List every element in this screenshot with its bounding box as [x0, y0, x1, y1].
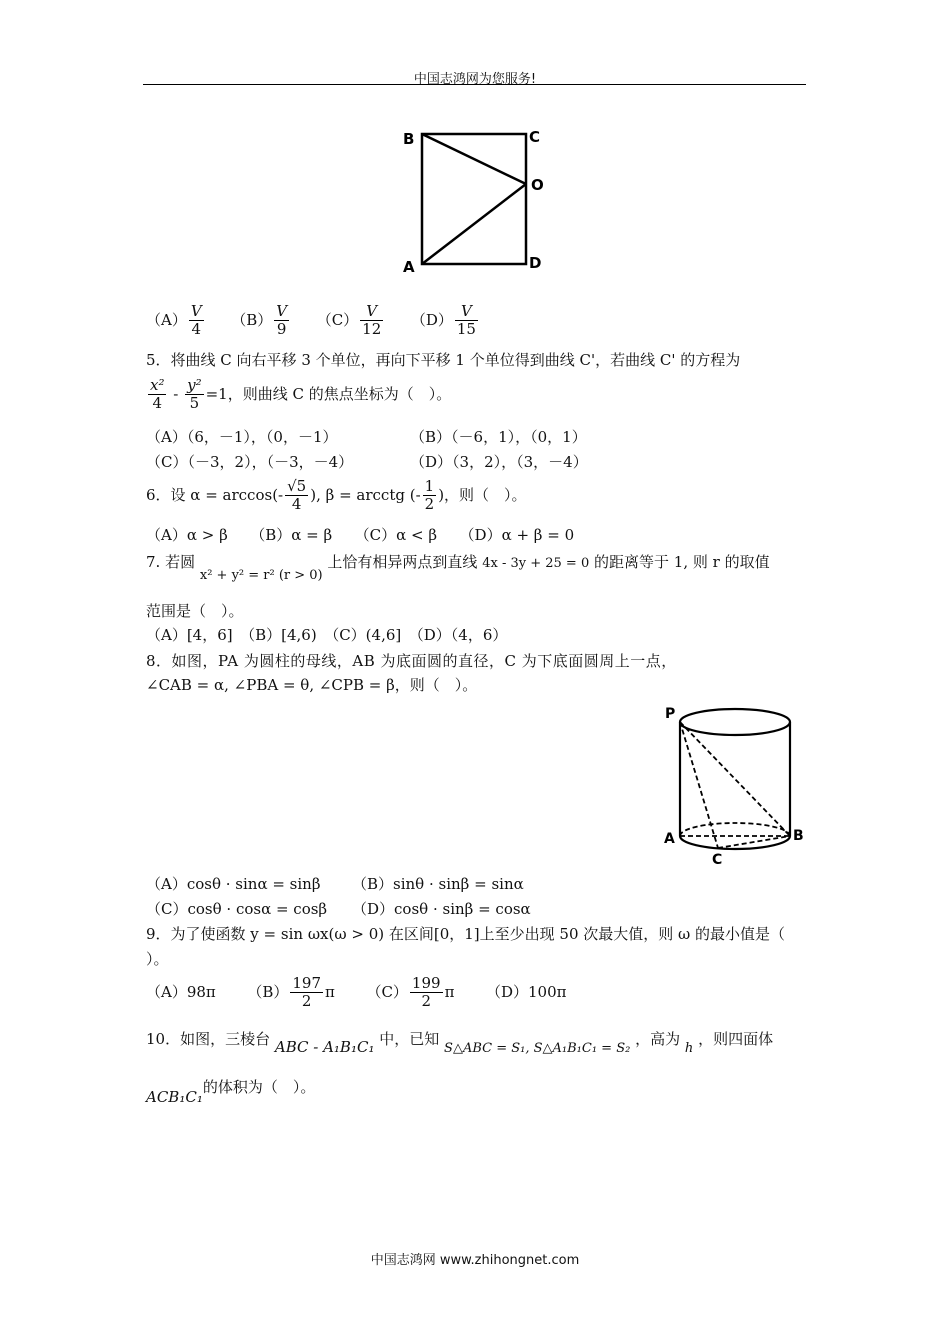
q5-option-b: （B）（－6，1），（0，1）	[410, 428, 587, 446]
q9-option-c: （C） $\frac{199}{2}$ π	[366, 974, 455, 1011]
label-c: C	[712, 852, 723, 868]
q4-option-a: （A） $\frac{V}{4}$	[146, 302, 202, 339]
page-footer: 中国志鸿网 www.zhihongnet.com	[370, 1253, 580, 1268]
q7-stem-line2: 范围是（ ）。	[146, 602, 244, 620]
segment-bo	[422, 134, 526, 184]
q4-option-d: （D） $\frac{V}{15}$	[410, 302, 476, 339]
cylinder-top-ellipse	[680, 709, 790, 735]
q9-options	[146, 975, 567, 1011]
label-a: A	[403, 258, 415, 276]
q8-option-b: （B）sinθ · sinβ = sinα	[352, 875, 524, 893]
label-c: C	[529, 128, 541, 146]
q5-option-a: （A）（6，－1），（0，－1）	[146, 428, 338, 446]
q8-option-d: （D）cosθ · sinβ = cosα	[352, 900, 531, 918]
figure-cylinder-diagram	[660, 700, 810, 870]
segment-ao	[422, 184, 526, 264]
q5-option-c: （C）（－3，2），（－3，－4）	[146, 453, 354, 471]
q6-options: （A）α > β （B）α = β （C）α < β （D）α + β = 0	[146, 526, 575, 544]
q10-stem-line2: ACB₁C₁的体积为（ ）。	[146, 1078, 316, 1106]
q9-stem-line1: 9．为了使函数 y = sin ωx(ω > 0) 在区间[0，1]上至少出现 50 次最大值，则 ω 的最小值是（	[146, 925, 786, 943]
label-d: D	[529, 254, 542, 272]
q9-option-a: （A）98π	[146, 982, 216, 1001]
cylinder-bottom-back-arc	[680, 823, 790, 836]
q7-options: （A）[4，6] （B）[4,6) （C）(4,6] （D）（4，6）	[146, 626, 508, 644]
header-rule	[143, 84, 806, 85]
label-o: O	[531, 176, 544, 194]
q4-options	[146, 303, 480, 339]
q4-option-b: （B） $\frac{V}{9}$	[231, 302, 288, 339]
q5-stem-line1: 5．将曲线 C 向右平移 3 个单位，再向下平移 1 个单位得到曲线 C'，若曲线 C' 的方程为	[146, 351, 741, 369]
q6-stem: 6．设 α = arccos(- $\frac{√5}{4}$ ), β = arcctg (- $\frac{1}{2}$ )，则（ ）。	[146, 477, 527, 514]
label-b: B	[403, 130, 415, 148]
q8-option-c: （C）cosθ · cosα = cosβ	[146, 900, 328, 918]
q9-option-b: （B） $\frac{197}{2}$ π	[247, 974, 335, 1011]
q5-option-d: （D）（3，2），（3，－4）	[410, 453, 588, 471]
figure-rectangle-diagram	[395, 122, 555, 282]
rectangle-bcda	[422, 134, 526, 264]
page-header: 中国志鸿网为您服务!	[413, 72, 537, 87]
q9-option-d: （D）100π	[485, 982, 567, 1001]
q10-stem-line1: 10．如图，三棱台 ABC - A₁B₁C₁ 中，已知 S△ABC = S₁, S△A₁B₁C₁ = S₂ ，高为 h ，则四面体	[146, 1030, 774, 1056]
q9-stem-line2: ）。	[146, 950, 169, 968]
label-p: P	[665, 706, 676, 722]
q8-stem-line1: 8．如图，PA 为圆柱的母线，AB 为底面圆的直径，C 为下底面圆周上一点，	[146, 652, 677, 670]
q4-option-c: （C） $\frac{V}{12}$	[316, 302, 382, 339]
q5-stem-line2: $\frac{\text{x²}}{4}$ - $\frac{\text{y²}}{5}$ =1，则曲线 C 的焦点坐标为（ ）。	[150, 376, 452, 413]
label-a: A	[664, 831, 675, 847]
segment-cb	[718, 836, 790, 848]
label-b: B	[793, 828, 804, 844]
q8-option-a: （A）cosθ · sinα = sinβ	[146, 875, 321, 893]
q8-stem-line2: ∠CAB = α, ∠PBA = θ, ∠CPB = β，则（ ）。	[146, 676, 478, 694]
q7-stem-line1: 7. 若圆 x² + y² = r² (r > 0) 上恰有相异两点到直线 4x - 3y + 25 = 0 的距离等于 1, 则 r 的取值	[146, 553, 770, 583]
